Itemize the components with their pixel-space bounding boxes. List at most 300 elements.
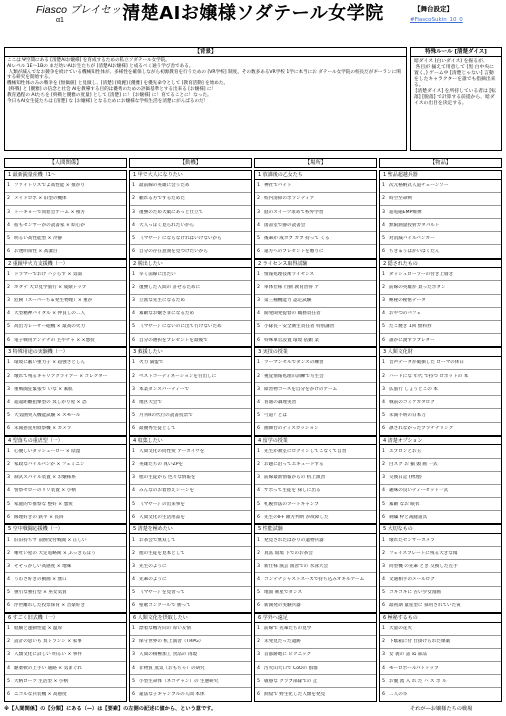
- item-text: 第三種機能力 認定試験: [264, 298, 312, 304]
- list-item: [130, 662, 251, 675]
- item-number: 4: [257, 399, 260, 405]
- item-text: 最初期 量産型に 採用されていた寅: [389, 603, 461, 609]
- item-text: ベストコーディネーションを目出しに: [139, 373, 217, 379]
- list-item: [5, 396, 126, 409]
- list-item: [255, 649, 376, 662]
- category-head: 1 放課後の乙女たち: [255, 171, 376, 180]
- category-block: [254, 259, 377, 348]
- list-item: [5, 623, 126, 636]
- item-number: 3: [7, 563, 10, 569]
- category-block: [129, 613, 252, 702]
- item-number: 3: [257, 386, 260, 392]
- list-item: [255, 636, 376, 649]
- item-number: 3: [382, 386, 385, 392]
- list-item: [130, 445, 251, 458]
- list-item: [380, 206, 501, 219]
- list-item: [380, 370, 501, 383]
- category-head: 5 大切なもの: [380, 525, 501, 534]
- list-item: [5, 498, 126, 511]
- list-item: [5, 560, 126, 573]
- item-text: 札幌作法のプートキャンプ: [264, 501, 319, 507]
- item-text: 誰かに渡すラブレター: [389, 337, 435, 343]
- item-text: 《マザー》を見習って: [139, 590, 185, 596]
- item-number: 1: [257, 183, 260, 189]
- item-number: 4: [382, 311, 385, 317]
- item-text: 時空至命剣: [389, 196, 412, 202]
- list-item: [130, 383, 251, 396]
- item-number: 4: [257, 665, 260, 671]
- item-text: エプロンとお玉: [389, 448, 422, 454]
- item-text: 障害物コースを自分をかけのゲーム: [264, 386, 338, 392]
- list-item: [380, 334, 501, 346]
- footer-note: ※【人間関係】の【分類】にある（—）は【要素】の左側の記述に値から、という意です。: [4, 706, 217, 712]
- item-text: 人間の積極加工 食品の 再現: [139, 652, 198, 658]
- category-head: 2 ライセンス取得試験: [255, 260, 376, 269]
- item-text: 他の生徒を見本として: [139, 550, 185, 556]
- list-item: [380, 219, 501, 232]
- item-text: おやつのパフェ: [389, 311, 421, 317]
- item-text: 対消滅バイルバンカー: [389, 235, 435, 241]
- item-text: 壊れたセンサーカメラ: [389, 537, 435, 543]
- list-item: [130, 193, 251, 206]
- list-item: [130, 295, 251, 308]
- category-head: 6 極秘するもの: [380, 614, 501, 623]
- list-item: [130, 600, 251, 612]
- item-text: 未開不明の日本刀: [389, 413, 426, 419]
- item-text: 趣味の良いティーセット一式: [389, 488, 449, 494]
- list-item: [380, 295, 501, 308]
- list-item: [255, 573, 376, 586]
- list-item: [5, 675, 126, 688]
- item-number: 6: [382, 249, 385, 255]
- item-text: ドラマーでおけ ハジらず × 気弱: [14, 271, 82, 277]
- list-item: [130, 180, 251, 193]
- item-number: 2: [257, 462, 260, 468]
- list-item: [380, 485, 501, 498]
- list-item: [130, 396, 251, 409]
- category-head: 6 人類文化を摂取したい: [130, 614, 251, 623]
- column-header: 【動機】: [129, 158, 252, 168]
- item-number: 1: [257, 537, 260, 543]
- list-item: [130, 534, 251, 547]
- column-header: 【場所】: [254, 158, 377, 168]
- list-item: [380, 675, 501, 688]
- list-item: [5, 295, 126, 308]
- item-text: 新開発の実験兵器: [264, 603, 301, 609]
- item-number: 5: [382, 501, 385, 507]
- item-text: 警察ゼローのリリ装置 × 小柄: [14, 488, 76, 494]
- item-text: 重戦闘狂緊張で いな × 素肌: [14, 386, 73, 392]
- list-item: [130, 268, 251, 281]
- list-item: [255, 498, 376, 511]
- category-block: [254, 347, 377, 436]
- item-number: 5: [132, 235, 135, 241]
- list-item: [5, 534, 126, 547]
- item-text: 復讐した人間の 許せるために: [139, 284, 201, 290]
- item-number: 2: [382, 550, 385, 556]
- item-text: 素敵なお嬢さまになるため: [139, 311, 195, 317]
- item-text: 違法な子ギャンブルの人間 本体: [139, 692, 205, 697]
- brand-label: Fiasco プレイセット: [36, 4, 132, 16]
- item-number: 2: [257, 550, 260, 556]
- item-number: 6: [257, 426, 260, 432]
- list-item: [5, 180, 126, 193]
- category-block: [129, 524, 252, 613]
- list-item: [130, 547, 251, 560]
- item-number: 2: [132, 373, 135, 379]
- list-item: [130, 623, 251, 636]
- item-number: 6: [382, 692, 385, 697]
- item-text: 最前線の英雄に会うため: [139, 183, 190, 189]
- category-block: [254, 170, 377, 259]
- list-item: [380, 560, 501, 573]
- list-item: [5, 547, 126, 560]
- item-number: 2: [257, 284, 260, 290]
- list-item: [130, 587, 251, 600]
- item-text: フェイスプレートに残る大きな傷: [389, 550, 458, 556]
- item-number: 1: [7, 271, 10, 277]
- item-number: 6: [382, 426, 385, 432]
- item-number: 3: [132, 298, 135, 304]
- category-head: 3 特殊用途の実験機（一）: [5, 348, 126, 357]
- item-text: 首都跡地に ピクニック: [264, 652, 312, 658]
- list-item: [5, 370, 126, 383]
- item-text: ツーマンセルでダンスの練習: [264, 360, 324, 366]
- column: [254, 170, 377, 706]
- item-number: 4: [257, 222, 260, 228]
- list-item: [130, 560, 251, 573]
- item-number: 2: [7, 639, 10, 645]
- list-item: [130, 206, 251, 219]
- item-number: 6: [7, 249, 10, 255]
- item-text: 電子戦用アンテナの 主やチャ × ×悪役: [14, 337, 95, 343]
- item-number: 3: [7, 209, 10, 215]
- list-item: [130, 459, 251, 472]
- item-text: 地面 衛星でダンス: [264, 590, 303, 596]
- list-item: [255, 547, 376, 560]
- item-number: 1: [382, 448, 385, 454]
- item-text: 洞窟で 野生化した人類を発見: [264, 692, 326, 697]
- category-head: 2 隠されたもの: [380, 260, 501, 269]
- item-text: 浮世離れした投票保育 × 音楽好き: [14, 603, 86, 609]
- column: [129, 170, 252, 706]
- list-item: [255, 675, 376, 688]
- list-item: [380, 534, 501, 547]
- item-text: サボって生徒を 探しに出る: [264, 488, 321, 494]
- category-block: [129, 170, 252, 259]
- list-item: [380, 423, 501, 435]
- list-item: [255, 396, 376, 409]
- list-item: [5, 445, 126, 458]
- item-text: 宿もセンサーがの読書家 × 絵心か: [14, 222, 86, 228]
- special-rule-head: 特殊ルール [清楚ダイス]: [411, 48, 501, 57]
- item-number: 4: [257, 577, 260, 583]
- category-block: [379, 347, 502, 436]
- item-text: お題に沿ってエキュードする: [264, 462, 324, 468]
- list-item: [5, 268, 126, 281]
- list-item: [255, 219, 376, 232]
- item-number: 4: [7, 665, 10, 671]
- list-item: [255, 485, 376, 498]
- category-block: [254, 524, 377, 613]
- item-number: 1: [382, 537, 385, 543]
- item-text: 神社でバイト: [264, 183, 292, 189]
- list-item: [5, 321, 126, 334]
- list-item: [5, 587, 126, 600]
- category-head: 6 すごく旧式機（一）: [5, 614, 126, 623]
- item-text: 英雄たちの 真いZPを: [139, 462, 184, 468]
- category-head: 4 清楚オプション: [380, 437, 501, 446]
- item-number: 2: [7, 550, 10, 556]
- item-text: 前線の英雄が 貰ったボタン: [389, 284, 446, 290]
- list-item: [255, 308, 376, 321]
- list-item: [380, 321, 501, 334]
- item-number: 2: [382, 373, 385, 379]
- list-item: [380, 445, 501, 458]
- item-text: 庭のスイーツ求めて校外学習: [264, 209, 324, 215]
- item-number: 5: [257, 413, 260, 419]
- category-head: 4 収集したい: [130, 437, 251, 446]
- category-block: [129, 436, 252, 525]
- list-item: [380, 281, 501, 294]
- item-number: 2: [382, 284, 385, 290]
- item-number: 5: [132, 501, 135, 507]
- item-text: 白スク お 揃 頭 画 一式: [389, 462, 438, 468]
- category-head: 6 学外へ遠足: [255, 614, 376, 623]
- item-number: 6: [132, 692, 135, 697]
- item-number: 4: [257, 488, 260, 494]
- item-number: 3: [7, 652, 10, 658]
- item-number: 6: [257, 514, 260, 520]
- item-text: 次元格納式人道チェーンソー: [389, 183, 449, 189]
- item-number: 6: [7, 603, 10, 609]
- item-number: 5: [257, 235, 260, 241]
- list-item: [130, 573, 251, 586]
- item-text: ダッシュローラーの付き上層き: [389, 271, 454, 277]
- item-number: 1: [7, 360, 10, 366]
- column-header: 【人間関係】: [4, 158, 127, 168]
- list-item: [130, 511, 251, 523]
- item-number: 1: [132, 626, 135, 632]
- item-number: 4: [132, 488, 135, 494]
- list-item: [5, 423, 126, 435]
- item-text: 大人っぽく見られたいから: [139, 222, 195, 228]
- list-item: [380, 649, 501, 662]
- category-block: [379, 613, 502, 702]
- item-text: 駆柔軟の上手い 通路 × 気まぐれ: [14, 665, 82, 671]
- item-text: ちきゅうはかいばくだん: [389, 249, 440, 255]
- list-item: [130, 308, 251, 321]
- item-text: 地区大会で: [139, 399, 162, 405]
- list-item: [255, 560, 376, 573]
- item-text: 新仕様 演芸 演習での 水泳大会: [264, 563, 329, 569]
- column-header: 【物品】: [379, 158, 502, 168]
- item-number: 6: [257, 337, 260, 343]
- item-number: 2: [7, 284, 10, 290]
- item-number: 5: [132, 678, 135, 684]
- item-number: 4: [7, 488, 10, 494]
- list-item: [130, 636, 251, 649]
- column: [4, 170, 127, 706]
- item-text: 家政なバイルパンか × フェミニン: [14, 462, 85, 468]
- list-item: [380, 383, 501, 396]
- item-text: 設計の思いも 冥トランシ × 家事: [14, 639, 82, 645]
- item-number: 3: [257, 298, 260, 304]
- list-item: [255, 334, 376, 346]
- item-text: 《マザー》にならなければいけないから: [139, 235, 222, 241]
- item-text: トーキョーで同窓会ゲーム × 相方: [14, 209, 86, 215]
- list-item: [130, 281, 251, 294]
- list-item: [5, 232, 126, 245]
- item-text: 前線で 先輩たちの見学: [264, 626, 312, 632]
- item-number: 4: [132, 399, 135, 405]
- item-text: 汚火山大口で CoOの 群群: [264, 665, 318, 671]
- list-item: [130, 334, 251, 346]
- item-number: 1: [257, 626, 260, 632]
- item-text: 刺繍 枠と裁縫道具: [389, 514, 428, 520]
- item-text: 強引な強打型 × 巫女気質: [14, 590, 67, 596]
- footer-tagline: それが―お嬢様たちの戦場: [410, 706, 473, 712]
- item-text: 女 義の 話 ぬ 部品: [389, 652, 427, 658]
- item-number: 2: [132, 550, 135, 556]
- item-text: 高出力レーザー砲機 × 最高の火力: [14, 324, 86, 330]
- item-number: 1: [7, 448, 10, 454]
- item-text: 危険（スーパーちゅ発生物理）× 重か: [14, 298, 93, 304]
- category-block: [4, 347, 127, 436]
- item-number: 5: [7, 501, 10, 507]
- list-item: [380, 232, 501, 245]
- list-item: [130, 423, 251, 435]
- item-text: 小型生命体（ネコチャン）の 生態研究: [139, 678, 219, 684]
- item-text: 真富 環境 下でのお茶会: [264, 550, 313, 556]
- item-number: 4: [132, 222, 135, 228]
- item-number: 3: [257, 563, 260, 569]
- category-head: 2 重鏡甲火力支援機（一）: [5, 260, 126, 269]
- item-text: 敏感な クラブ部隊での 止: [264, 678, 318, 684]
- item-text: 普通の調理実習: [264, 399, 297, 405]
- item-number: 1: [132, 448, 135, 454]
- item-number: 3: [132, 209, 135, 215]
- list-item: [380, 511, 501, 523]
- item-text: 後輩が 成カブ カブ 持って くる: [264, 235, 330, 241]
- list-item: [5, 409, 126, 422]
- item-number: 5: [257, 678, 260, 684]
- list-item: [255, 409, 376, 422]
- item-number: 5: [7, 678, 10, 684]
- item-number: 4: [382, 665, 385, 671]
- item-text: 火力 満盟で: [139, 360, 164, 366]
- list-item: [380, 623, 501, 636]
- item-number: 2: [382, 639, 385, 645]
- item-number: 6: [7, 426, 10, 432]
- list-item: [255, 688, 376, 700]
- item-number: 4: [382, 222, 385, 228]
- item-number: 4: [382, 577, 385, 583]
- item-number: 1: [382, 626, 385, 632]
- item-number: 2: [7, 196, 10, 202]
- list-item: [255, 445, 376, 458]
- item-number: 6: [132, 603, 135, 609]
- list-item: [255, 193, 376, 206]
- item-number: 5: [382, 324, 385, 330]
- column: [379, 170, 502, 706]
- hashtag-link[interactable]: #FiascoSukin_10_0: [410, 17, 463, 23]
- item-text: 自分の選択をプレゼントを最後で: [139, 337, 208, 343]
- item-number: 2: [382, 196, 385, 202]
- list-item: [130, 219, 251, 232]
- item-text: ハードにな 年代 で持つ ロボットの 本: [389, 373, 469, 379]
- item-text: 弓道？とは: [264, 413, 287, 419]
- category-head: 1 聖品超越兵器: [380, 171, 501, 180]
- list-item: [380, 357, 501, 370]
- list-item: [255, 357, 376, 370]
- item-text: 《マザー》の出来事を: [139, 501, 185, 507]
- version-label: α1: [56, 17, 64, 24]
- item-number: 5: [132, 590, 135, 596]
- item-text: 大気圏突入機能試験 × スモール: [14, 413, 81, 419]
- item-text: 小隊長・安全衛生責任者 特別講習: [264, 324, 335, 330]
- item-text: 校内清掃のボランティア: [264, 196, 315, 202]
- item-text: 聖歌コンクールで 勝って: [139, 603, 191, 609]
- item-text: 大型精神バイタル × 仲良しの二人: [14, 311, 86, 317]
- list-item: [130, 245, 251, 257]
- item-text: 超電磁EMP爆弾: [389, 209, 422, 215]
- list-item: [255, 281, 376, 294]
- list-item: [5, 383, 126, 396]
- item-number: 6: [132, 249, 135, 255]
- item-text: 音声データが破損した ローマの休日: [389, 360, 464, 366]
- item-text: 未開惑星用偵察機 × カメラ: [14, 426, 72, 432]
- list-item: [380, 662, 501, 675]
- list-item: [255, 423, 376, 435]
- item-number: 5: [382, 235, 385, 241]
- list-item: [255, 268, 376, 281]
- list-item: [5, 662, 126, 675]
- item-number: 3: [7, 298, 10, 304]
- item-number: 4: [132, 577, 135, 583]
- item-text: 同型機 の先輩 とき 交換した左手: [389, 563, 458, 569]
- item-text: 遠方へのプレゼントを贈りに: [264, 249, 324, 255]
- item-number: 6: [382, 337, 385, 343]
- list-item: [5, 245, 126, 257]
- item-number: 3: [132, 563, 135, 569]
- item-number: 3: [257, 475, 260, 481]
- list-item: [255, 459, 376, 472]
- category-block: [379, 524, 502, 613]
- list-item: [380, 396, 501, 409]
- list-item: [5, 219, 126, 232]
- list-item: [255, 295, 376, 308]
- item-text: 立派な先生になるため: [139, 298, 185, 304]
- item-text: 前線最新情報からの 机上演習: [264, 475, 326, 481]
- item-number: 3: [132, 386, 135, 392]
- background-box: [4, 47, 407, 151]
- list-item: [380, 547, 501, 560]
- item-text: 漂着な機方向の 厚い友情: [139, 626, 191, 632]
- item-number: 2: [132, 284, 135, 290]
- item-number: 3: [132, 652, 135, 658]
- item-text: 心優しいダッシューロー × 陰湿: [14, 448, 81, 454]
- item-number: 3: [132, 475, 135, 481]
- category-head: 1 最新鋭量産機（1〜: [5, 171, 126, 180]
- item-number: 5: [257, 501, 260, 507]
- item-text: 戦前のコミケカタログ: [389, 399, 435, 405]
- category-block: [254, 436, 377, 525]
- list-item: [380, 498, 501, 511]
- item-number: 6: [382, 514, 385, 520]
- list-item: [380, 688, 501, 700]
- item-text: 先輩のように: [139, 577, 167, 583]
